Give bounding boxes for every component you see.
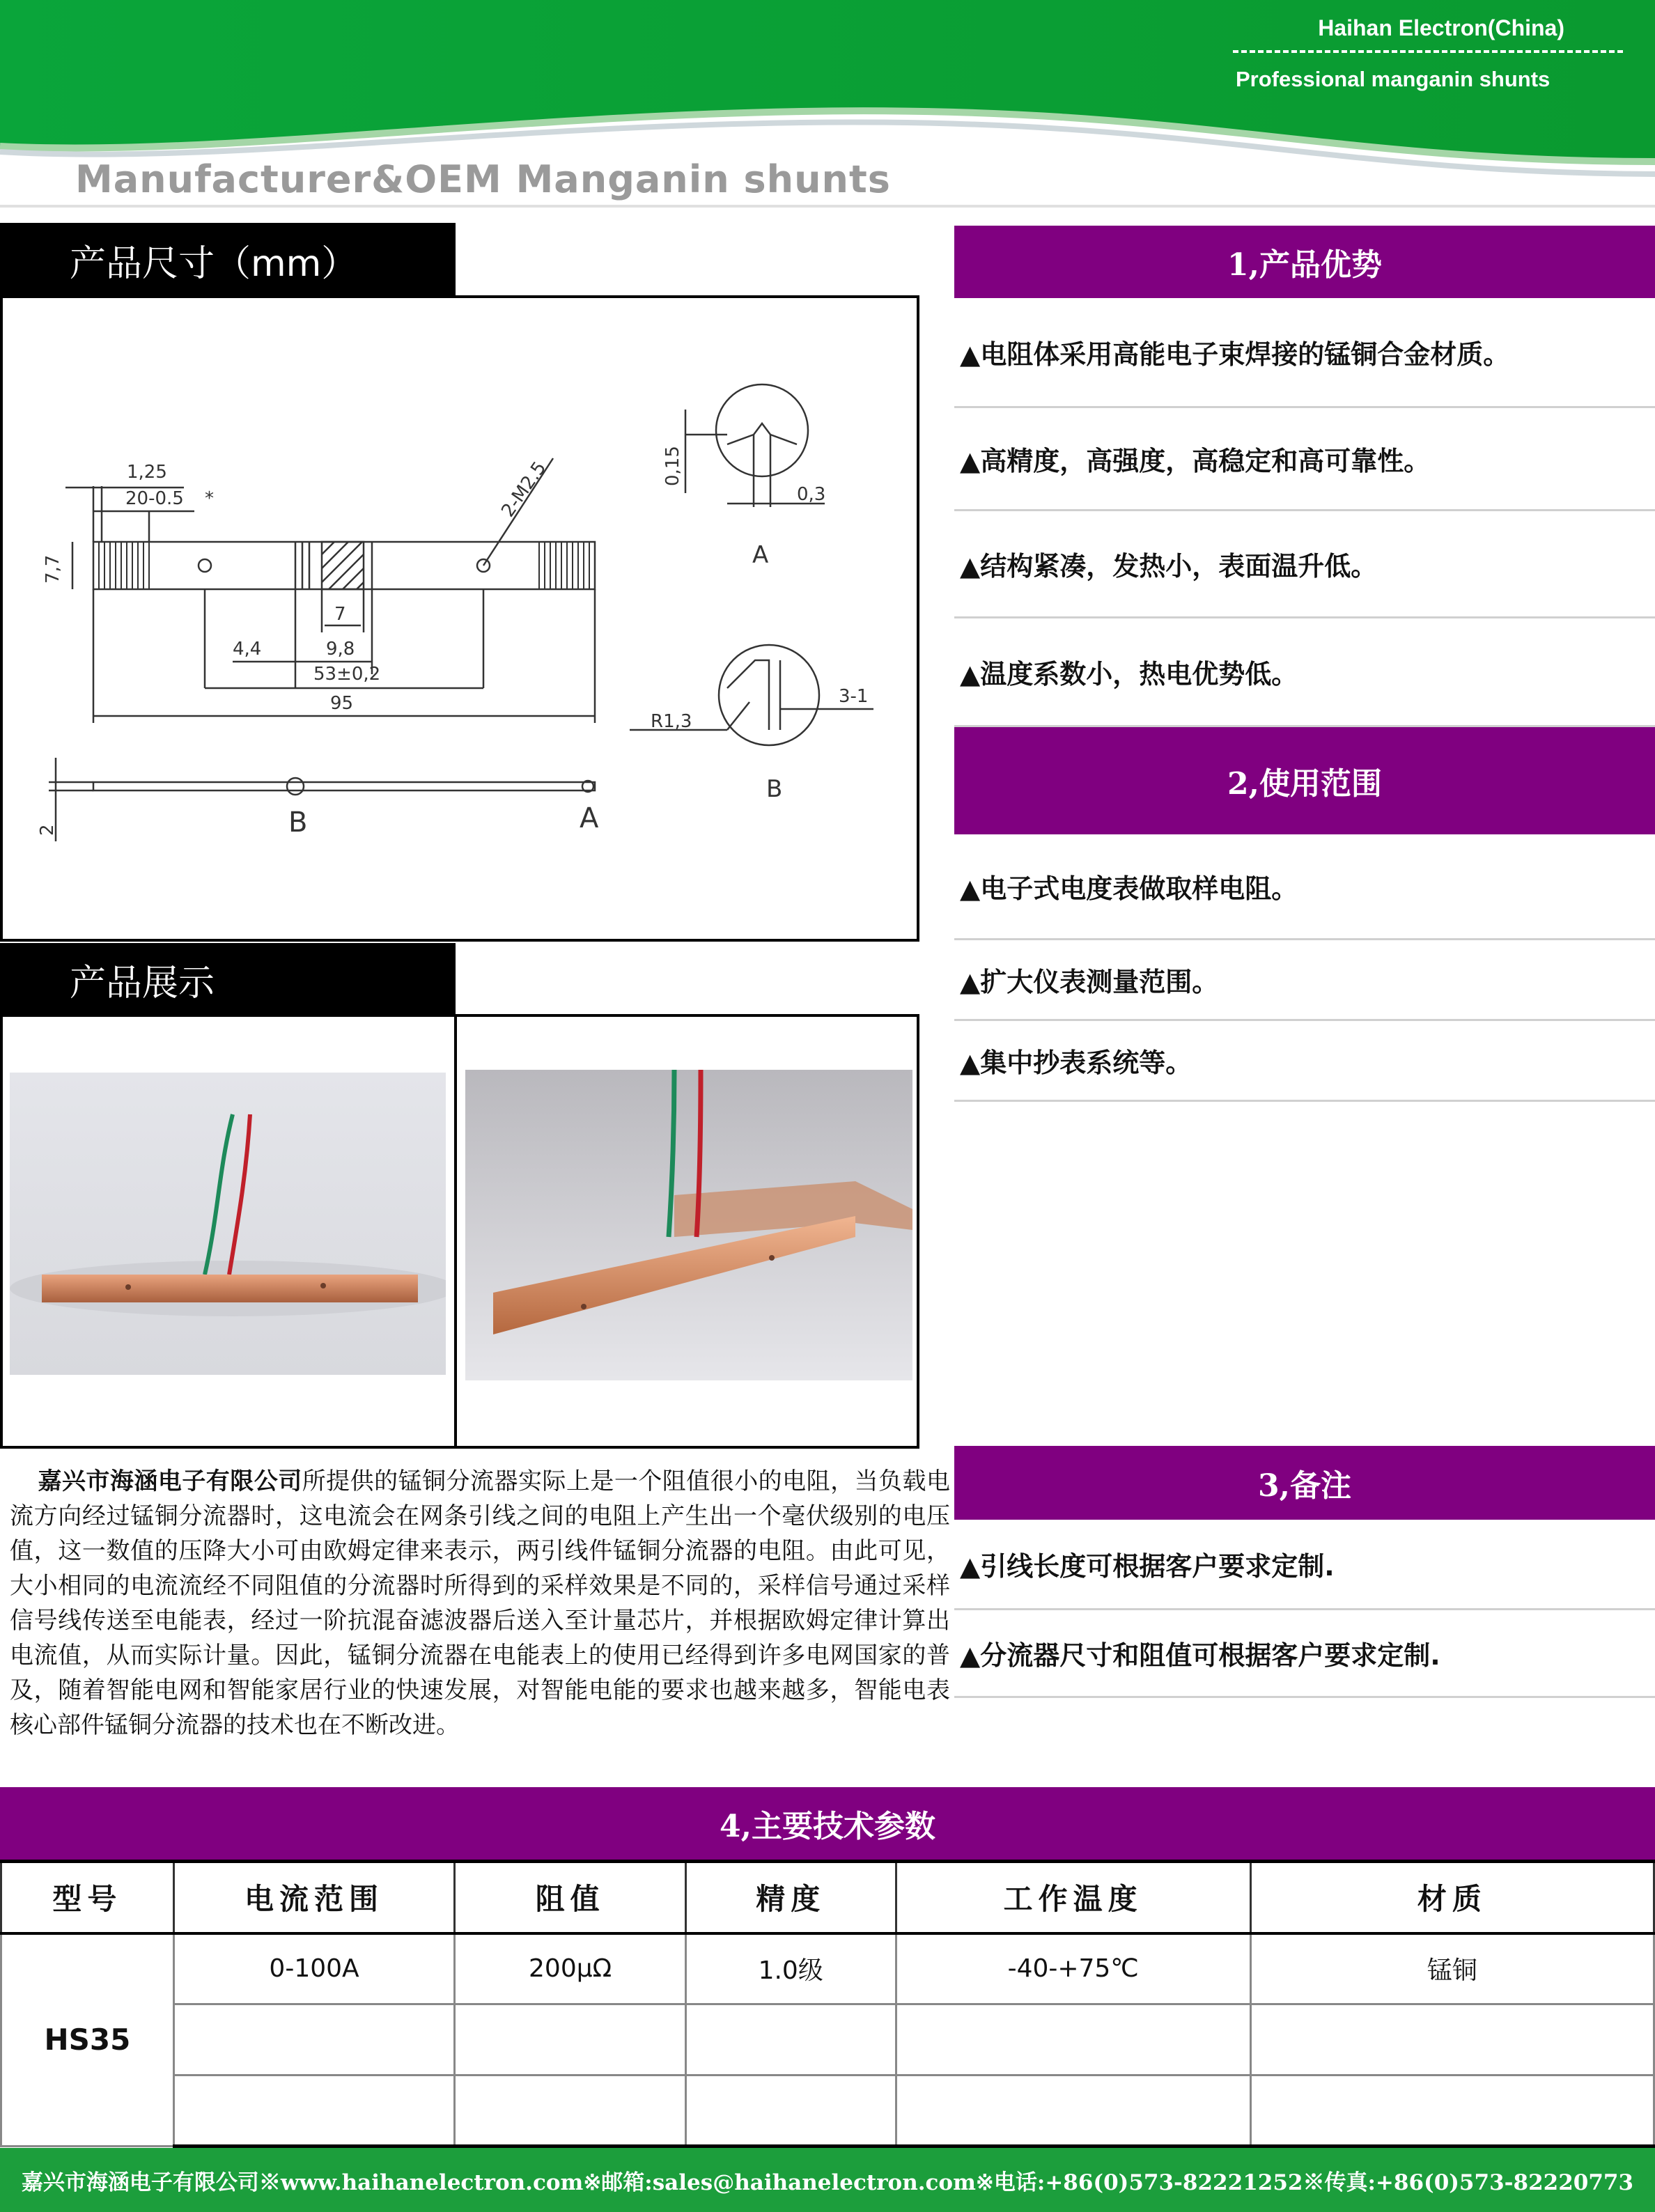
dim-7: 7 [334, 604, 346, 625]
empty-cell [1250, 2004, 1654, 2075]
display-label: 产品展示 [0, 943, 456, 1015]
table-row [1, 2004, 1654, 2075]
material-cell: 锰铜 [1250, 1933, 1654, 2004]
accuracy-cell: 1.0级 [685, 1933, 896, 2004]
advantages-header: 1,产品优势 [954, 226, 1655, 298]
side-a-label: A [580, 802, 599, 834]
col-header-material: 材质 [1250, 1862, 1654, 1933]
header-divider [1233, 50, 1623, 53]
empty-cell [896, 2075, 1250, 2147]
dim-53: 53±0,2 [313, 664, 381, 685]
dim-0-15: 0,15 [662, 446, 683, 486]
dim-0-3: 0,3 [797, 484, 826, 505]
empty-cell [1250, 2075, 1654, 2147]
dim-1-25: 1,25 [127, 462, 167, 483]
detail-b-label: B [766, 775, 783, 803]
table-row [1, 2075, 1654, 2147]
col-header-accuracy: 精度 [685, 1862, 896, 1933]
specs-table [0, 1860, 1655, 2148]
company-name-en: Haihan Electron(China) [1318, 15, 1564, 40]
dim-3-1: 3-1 [839, 686, 869, 707]
empty-cell [896, 2004, 1250, 2075]
empty-cell [455, 2075, 686, 2147]
empty-cell [455, 2004, 686, 2075]
page-title: Manufacturer&OEM Manganin shunts [75, 157, 891, 201]
dim-20: 20-0.5 [125, 488, 184, 509]
company-name-cn: 嘉兴市海涵电子有限公司 [38, 1467, 302, 1495]
description-text: 所提供的锰铜分流器实际上是一个阻值很小的电阻，当负载电流方向经过锰铜分流器时，这电流会在网条引线之间的电阻上产生出一个毫伏级别的电压值，这一数值的压降大小可由欧姆定律来表示，两引线件锰铜分流器的电阻。由此可见，大小相同的电流流经不同阻值的分流器时所得到的采样效果是不同的，采样信号通过采样信号线传送至电能表，经过一阶抗混奋滤波器后送入至计量芯片，并根据欧姆定律计算出电流值，从而实际计量。因此，锰铜分流器在电能表上的使用已经得到许多电网国家的普及，随着智能电网和智能家居行业的快速发展，对智能电能的要求也越来越多，智能电表核心部件锰铜分流器的技术也在不断改进。 [10, 1467, 951, 1739]
empty-cell [685, 2004, 896, 2075]
notes-header: 3,备注 [954, 1446, 1655, 1520]
note-item: ▲分流器尺寸和阻值可根据客户要求定制. [954, 1610, 1655, 1698]
dim-thickness: 2 [37, 824, 58, 836]
dim-9-8: 9,8 [326, 639, 355, 660]
dim-95: 95 [330, 693, 354, 714]
note-item: ▲引线长度可根据客户要求定制. [954, 1520, 1655, 1610]
usage-item: ▲扩大仪表测量范围。 [954, 940, 1655, 1021]
product-photo-2 [465, 1070, 912, 1380]
advantage-item: ▲温度系数小，热电优势低。 [954, 618, 1655, 727]
col-header-model: 型号 [1, 1862, 174, 1933]
technical-drawing [3, 298, 917, 939]
table-row [1, 1933, 1654, 2004]
dimensions-label: 产品尺寸（mm） [0, 223, 456, 297]
temperature-cell: -40-+75℃ [896, 1933, 1250, 2004]
empty-cell [685, 2075, 896, 2147]
page-footer: 嘉兴市海涵电子有限公司※www.haihanelectron.com※邮箱:sales@haihanelectron.com※电话:+86(0)573-82221252※传真:+86(0)573-82220773 [0, 2148, 1655, 2212]
dim-4-4: 4,4 [233, 639, 262, 660]
left-knurl [99, 542, 149, 589]
shunt-photo-1-graphic [10, 1073, 446, 1375]
dim-thread: 2-M2.5 [497, 458, 551, 522]
photo-divider [454, 1017, 457, 1446]
company-description [10, 1464, 950, 1743]
usage-item: ▲电子式电度表做取样电阻。 [954, 834, 1655, 940]
col-header-resistance: 阻值 [455, 1862, 686, 1933]
table-header-row [1, 1862, 1654, 1933]
usage-header: 2,使用范围 [954, 727, 1655, 834]
advantage-item: ▲电阻体采用高能电子束焊接的锰铜合金材质。 [954, 298, 1655, 408]
col-header-current: 电流范围 [173, 1862, 454, 1933]
model-cell: HS35 [1, 1933, 174, 2147]
shunt-photo-2-graphic [465, 1070, 912, 1380]
advantage-item: ▲高精度，高强度，高稳定和高可靠性。 [954, 408, 1655, 511]
header-tagline: Professional manganin shunts [1236, 67, 1551, 91]
col-header-temperature: 工作温度 [896, 1862, 1250, 1933]
empty-cell [173, 2075, 454, 2147]
drawing-frame [0, 295, 919, 942]
empty-cell [173, 2004, 454, 2075]
resistance-cell: 200μΩ [455, 1933, 686, 2004]
side-b-label: B [288, 807, 308, 839]
dim-r1-3: R1,3 [651, 711, 692, 732]
current-cell: 0-100A [173, 1933, 454, 2004]
specs-header: 4,主要技术参数 [0, 1787, 1655, 1860]
usage-item: ▲集中抄表系统等。 [954, 1021, 1655, 1102]
dim-star: * [205, 488, 214, 509]
dim-height: 7,7 [42, 554, 63, 584]
advantage-item: ▲结构紧凑，发热小，表面温升低。 [954, 511, 1655, 618]
product-photo-1 [10, 1073, 446, 1375]
page-header [0, 0, 1655, 209]
detail-a-label: A [752, 541, 769, 569]
